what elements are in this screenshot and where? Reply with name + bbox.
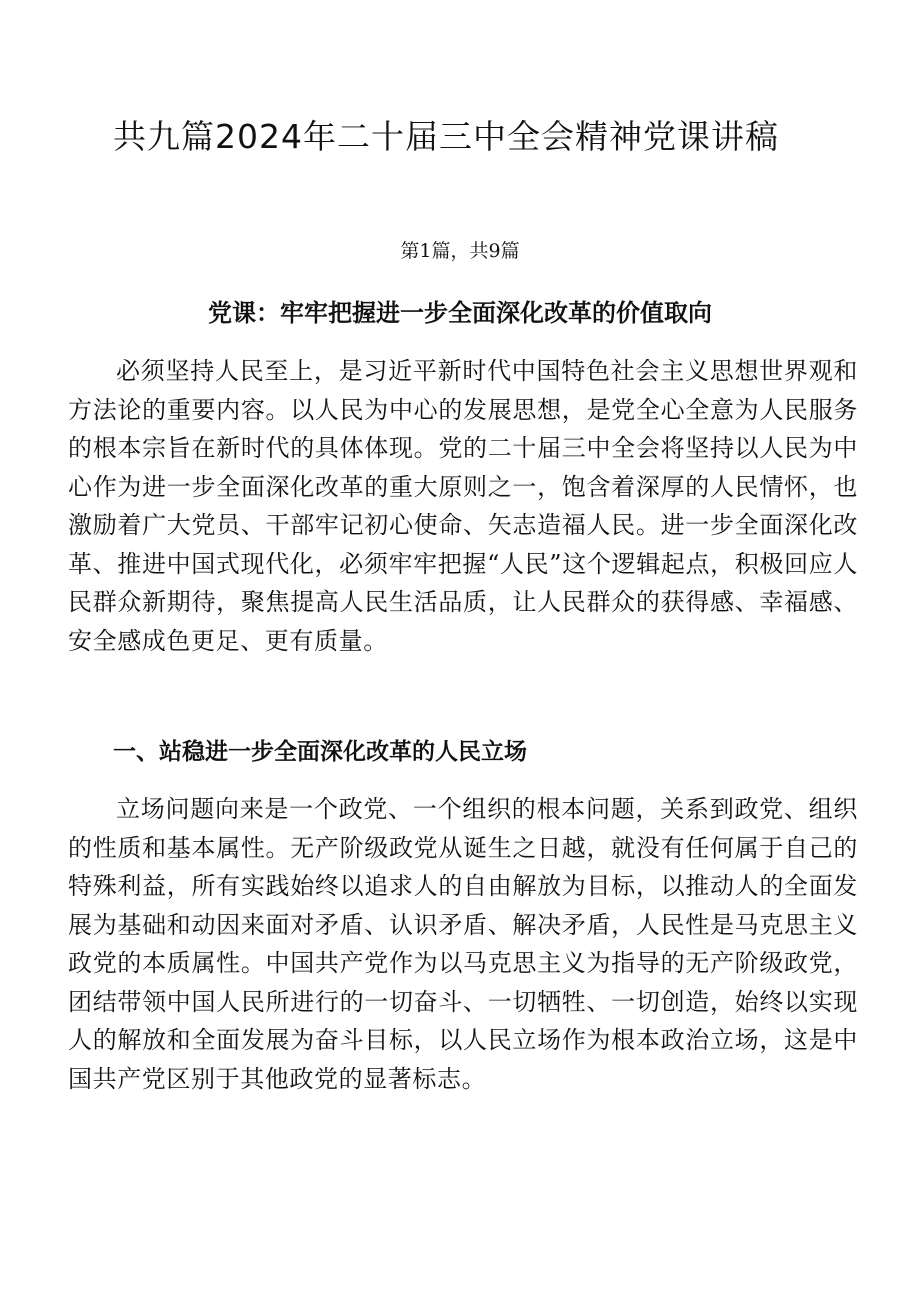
subheading-people-stance: 一、站稳进一步全面深化改革的人民立场 — [113, 739, 527, 765]
document-title: 共九篇2024年二十届三中全会精神党课讲稿 — [113, 117, 779, 156]
section-heading: 党课：牢牢把握进一步全面深化改革的价值取向 — [208, 299, 712, 327]
paragraph-people-stance: 立场问题向来是一个政党、一个组织的根本问题，关系到政党、组织的性质和基本属性。无产阶级政党从诞生之日越，就没有任何属于自己的特殊利益，所有实践始终以追求人的自由解放为目标，以推动人的全面发展为基础和动因来面对矛盾、认识矛盾、解决矛盾，人民性是马克思主义政党的本质属性。中国共产党作为以马克思主义为指导的无产阶级政党，团结带领中国人民所进行的一切奋斗、一切牺牲、一切创造，始终以实现人的解放和全面发展为奋斗目标，以人民立场作为根本政治立场，这是中国共产党区别于其他政党的显著标志。 — [68, 795, 858, 1093]
paragraph-intro: 必须坚持人民至上，是习近平新时代中国特色社会主义思想世界观和方法论的重要内容。以人民为中心的发展思想，是党全心全意为人民服务的根本宗旨在新时代的具体体现。党的二十届三中全会将坚持以人民为中心作为进一步全面深化改革的重大原则之一，饱含着深厚的人民情怀，也激励着广大党员、干部牢记初心使命、矢志造福人民。进一步全面深化改革、推进中国式现代化，必须牢牢把握“人民”这个逻辑起点，积极回应人民群众新期待，聚焦提高人民生活品质，让人民群众的获得感、幸福感、安全感成色更足、更有质量。 — [68, 357, 858, 655]
part-label: 第1篇，共9篇 — [400, 240, 520, 262]
